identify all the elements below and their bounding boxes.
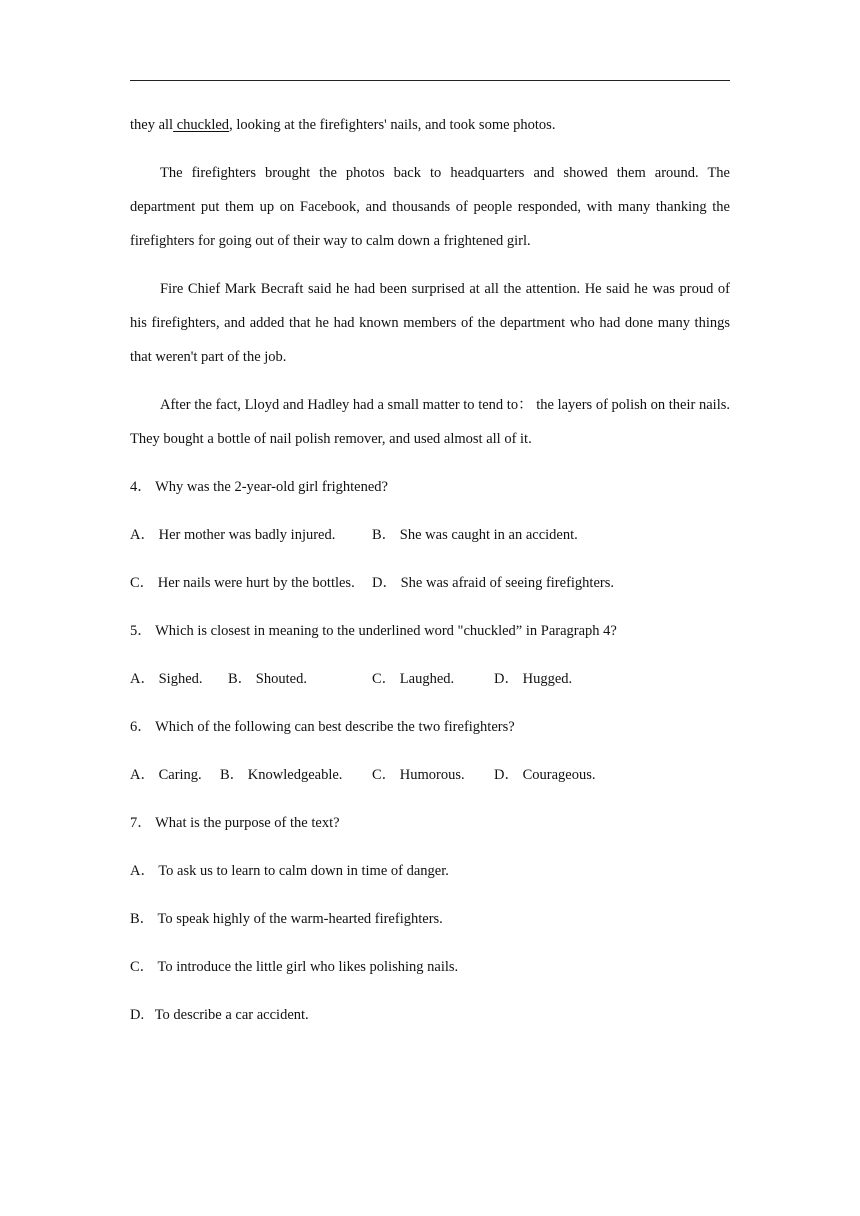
option-d[interactable]: D． Hugged. xyxy=(494,671,573,687)
paragraph-continuation xyxy=(130,108,730,142)
question-6-stem: 6． Which of the following can best describe the two firefighters? xyxy=(130,719,515,735)
question-7-stem: 7． What is the purpose of the text? xyxy=(130,815,340,831)
paragraph-4: After the fact, Lloyd and Hadley had a small matter to tend to： the layers of polish on their nails. They bought a bottle of nail polish remover, and used almost all of it. xyxy=(130,397,730,447)
option-a[interactable]: A． Caring. xyxy=(130,767,202,783)
option-b[interactable]: B． She was caught in an accident. xyxy=(372,527,578,543)
question-5-stem: 5． Which is closest in meaning to the underlined word "chuckled” in Paragraph 4? xyxy=(130,623,617,639)
option-d[interactable]: D． Courageous. xyxy=(494,767,596,783)
question-7-option-a[interactable]: A． To ask us to learn to calm down in time of danger. xyxy=(130,863,449,879)
question-4-options-row-1 xyxy=(130,518,730,552)
question-5-options xyxy=(130,662,730,696)
option-d[interactable]: D． She was afraid of seeing firefighters. xyxy=(372,575,614,591)
text: they all xyxy=(130,117,174,133)
option-b[interactable]: B． Knowledgeable. xyxy=(220,767,343,783)
paragraph-3: Fire Chief Mark Becraft said he had been surprised at all the attention. He said he was proud of his firefighters, and added that he had known members of the department who had done many things that weren't part of the job. xyxy=(130,281,730,365)
question-6-options xyxy=(130,758,730,792)
question-7-option-c[interactable]: C． To introduce the little girl who likes polishing nails. xyxy=(130,959,459,975)
paragraph-2: The firefighters brought the photos back to headquarters and showed them around. The department put them up on Facebook, and thousands of people responded, with many thanking the firefighters for going out of their way to calm down a frightened girl. xyxy=(130,165,730,249)
option-b[interactable]: B． Shouted. xyxy=(228,671,307,687)
question-4-options-row-2 xyxy=(130,566,730,600)
text: , looking at the firefighters' nails, and took some photos. xyxy=(229,117,556,133)
header-rule xyxy=(130,80,730,81)
option-c[interactable]: C． Laughed. xyxy=(372,671,455,687)
option-a[interactable]: A． Sighed. xyxy=(130,671,203,687)
question-4-stem: 4． Why was the 2-year-old girl frightened? xyxy=(130,479,388,495)
underlined-word: chuckled xyxy=(173,117,230,133)
option-c[interactable]: C． Her nails were hurt by the bottles. xyxy=(130,575,355,591)
question-7-option-d[interactable]: D. To describe a car accident. xyxy=(130,1007,309,1023)
document-body xyxy=(130,108,730,1046)
option-c[interactable]: C． Humorous. xyxy=(372,767,465,783)
option-a[interactable]: A． Her mother was badly injured. xyxy=(130,527,336,543)
question-7-option-b[interactable]: B． To speak highly of the warm-hearted firefighters. xyxy=(130,911,443,927)
